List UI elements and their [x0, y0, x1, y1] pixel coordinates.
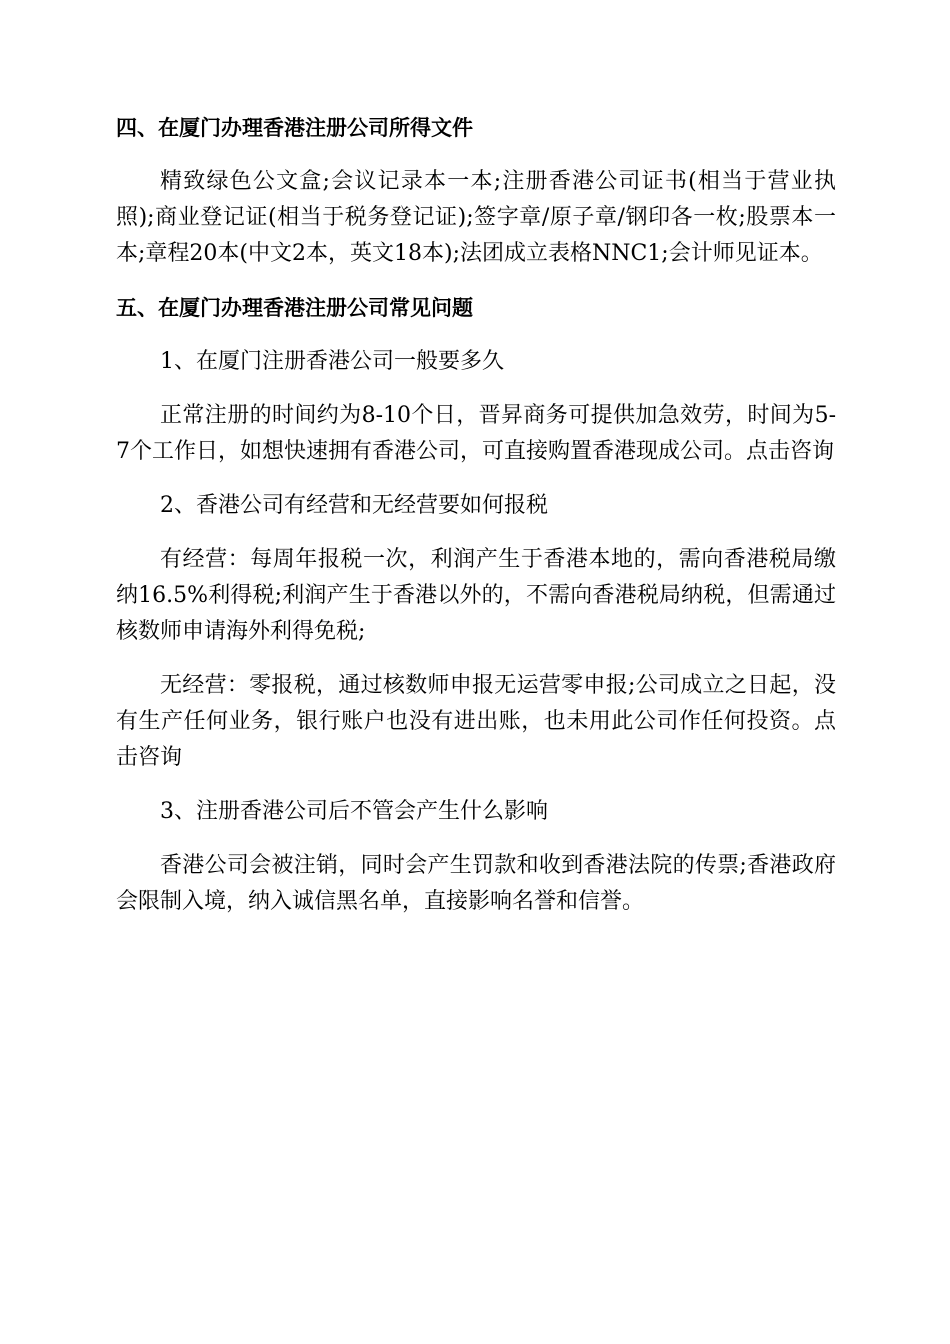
faq-question-2: 2、香港公司有经营和无经营要如何报税 [160, 493, 548, 518]
section-heading-faq: 五、在厦门办理香港注册公司常见问题 [116, 296, 473, 320]
faq-question-1: 1、在厦门注册香港公司一般要多久 [160, 349, 504, 374]
faq-question-3: 3、注册香港公司后不管会产生什么影响 [160, 799, 548, 824]
document-body [116, 110, 836, 938]
section-heading-documents: 四、在厦门办理香港注册公司所得文件 [116, 116, 473, 140]
documents-list-paragraph: 精致绿色公文盒;会议记录本一本;注册香港公司证书(相当于营业执照);商业登记证(相当于税务登记证);签字章/原子章/钢印各一枚;股票本一本;章程20本(中文2本，英文18本);法团成立表格NNC1;会计师见证本。 [116, 169, 836, 266]
faq-answer-1: 正常注册的时间约为8-10个日，晋昇商务可提供加急效劳，时间为5-7个工作日，如想快速拥有香港公司，可直接购置香港现成公司。点击咨询 [116, 403, 836, 464]
faq-answer-2-non-operating: 无经营：零报税，通过核数师申报无运营零申报;公司成立之日起，没有生产任何业务，银行账户也没有进出账，也未用此公司作任何投资。点击咨询 [116, 673, 836, 770]
faq-answer-3: 香港公司会被注销，同时会产生罚款和收到香港法院的传票;香港政府会限制入境，纳入诚信黑名单，直接影响名誉和信誉。 [116, 853, 836, 914]
faq-answer-2-operating: 有经营：每周年报税一次，利润产生于香港本地的，需向香港税局缴纳16.5%利得税;利润产生于香港以外的，不需向香港税局纳税，但需通过核数师申请海外利得免税; [116, 547, 836, 644]
